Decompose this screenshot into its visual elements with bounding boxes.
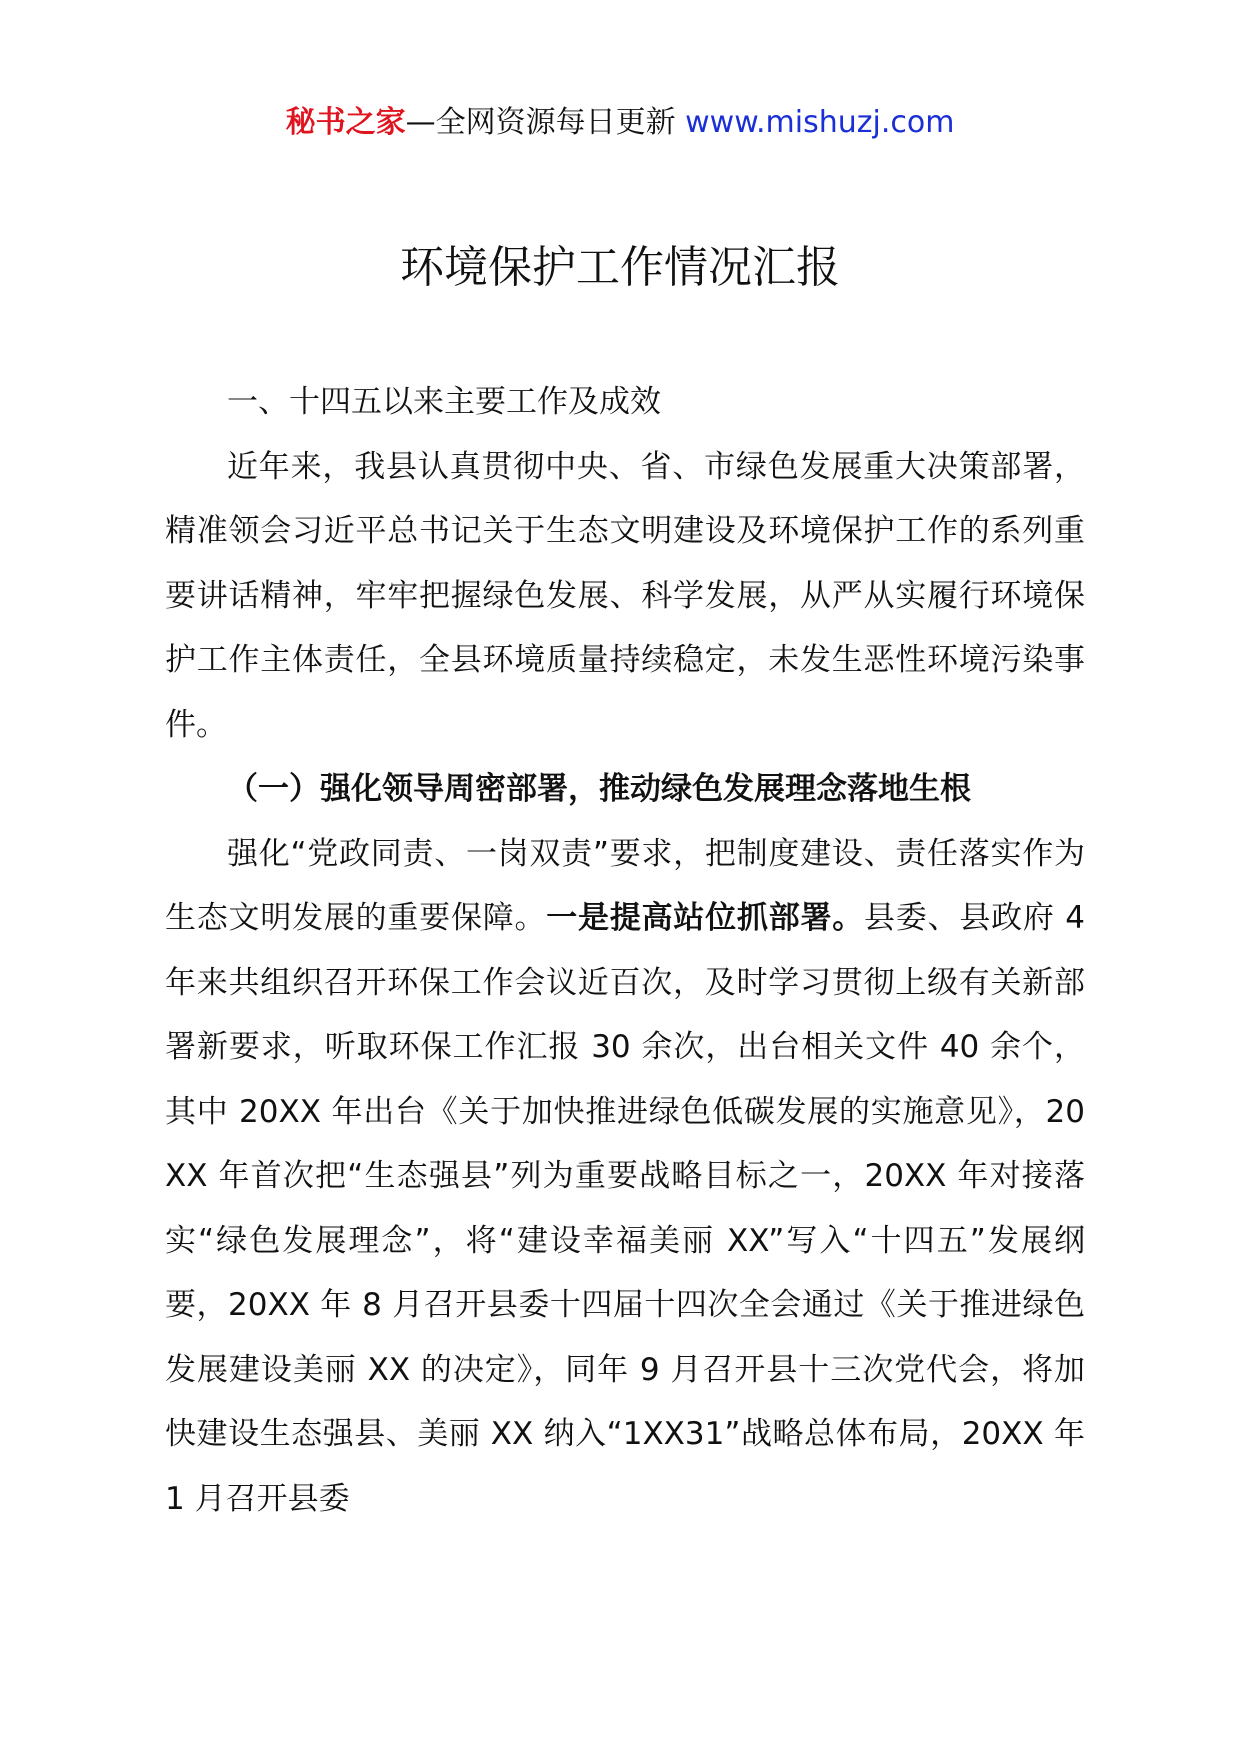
- body-paragraph: [165, 822, 1085, 1532]
- site-url-link[interactable]: www.mishuzj.com: [685, 105, 955, 140]
- brand-name: 秘书之家: [285, 105, 406, 140]
- paragraph-continuation-text: 县委、县政府 4 年来共组织召开环保工作会议近百次，及时学习贯彻上级有关新部署新要求，听取环保工作汇报 30 余次，出台相关文件 40 余个，其中 20XX 年出台《关于加快推进绿色低碳发展的实施意见》，20XX 年首次把“生态强县”列为重要战略目标之一，20XX 年对接落实“绿色发展理念”，将“建设幸福美丽 XX”写入“十四五”发展纲要，20XX 年 8 月召开县委十四届十四次全会通过《关于推进绿色发展建设美丽 XX 的决定》，同年 9 月召开县十三次党代会，将加快建设生态强县、美丽 XX 纳入“1XX31”战略总体布局，20XX 年 1 月召开县委: [165, 900, 1086, 1517]
- site-header: [0, 100, 1240, 146]
- subsection-heading: （一）强化领导周密部署，推动绿色发展理念落地生根: [227, 771, 971, 807]
- section-heading: 一、十四五以来主要工作及成效: [227, 384, 661, 420]
- header-tagline: —全网资源每日更新: [405, 105, 686, 140]
- intro-paragraph: 近年来，我县认真贯彻中央、省、市绿色发展重大决策部署，精准领会习近平总书记关于生态文明建设及环境保护工作的系列重要讲话精神，牢牢把握绿色发展、科学发展，从严从实履行环境保护工作主体责任，全县环境质量持续稳定，未发生恶性环境污染事件。: [165, 448, 1085, 743]
- bold-point-label: 一是提高站位抓部署。: [546, 900, 865, 936]
- document-body: [165, 370, 1085, 1531]
- paragraph-lead-text: 强化“党政同责、一岗双责”要求，把制度建设、责任落实作为生态文明发展的重要保障。: [165, 835, 1085, 936]
- document-title: 环境保护工作情况汇报: [400, 242, 840, 293]
